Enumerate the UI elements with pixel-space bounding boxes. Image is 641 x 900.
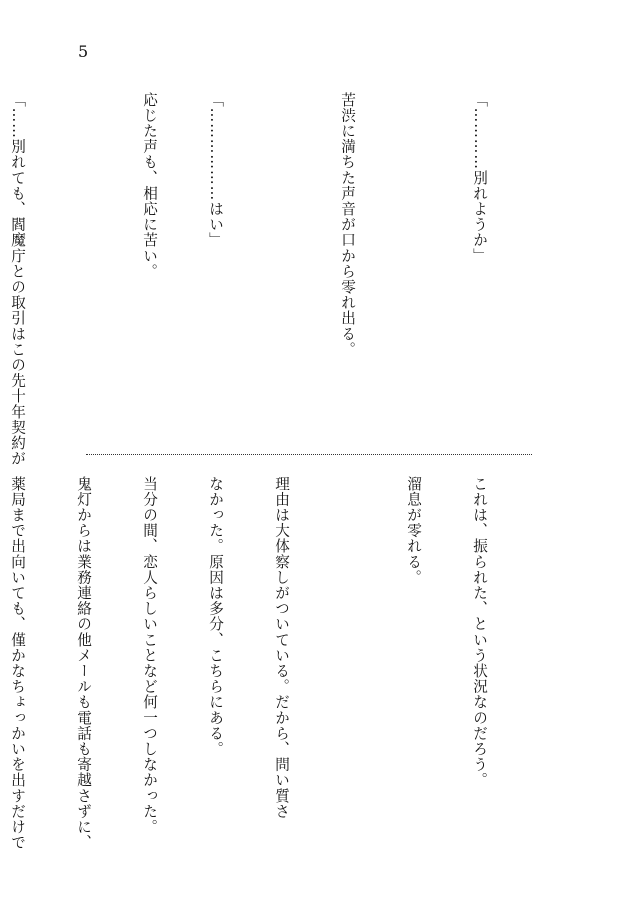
text-line: 鬼灯からは業務連絡の他メールも電話も寄越さずに、 (75, 476, 92, 851)
section-divider (86, 454, 532, 455)
text-line: 苦渋に満ちた声音が口から零れ出る。 (339, 92, 356, 358)
page-number: 5 (78, 42, 89, 61)
text-line: これは、振られた、という状況なのだろう。 (471, 476, 488, 788)
text-line: 溜息が零れる。 (405, 476, 422, 586)
text-line (402, 92, 424, 447)
text-line: 「…………別れようか」 (471, 92, 488, 264)
text-line (336, 476, 358, 836)
upper-text-block (9, 92, 534, 467)
text-line: 応じた声も、相応に苦い。 (141, 92, 158, 280)
text-line: 薬局まで出向いても、僅かなちょっかいを出すだけで (9, 476, 26, 851)
text-line: 理由は大体察しがついている。だから、問い質さ (273, 476, 290, 820)
text-line: 「……別れても、閻魔庁との取引はこの先十年契約が (9, 92, 26, 467)
text-line: なかった。原因は多分、こちらにある。 (207, 476, 224, 757)
text-line (270, 92, 292, 447)
lower-text-block (9, 476, 534, 851)
text-line (72, 92, 94, 447)
text-line: 「………………はい」 (207, 92, 224, 248)
text-line: 当分の間、恋人らしいことなど何一つしなかった。 (141, 476, 158, 835)
